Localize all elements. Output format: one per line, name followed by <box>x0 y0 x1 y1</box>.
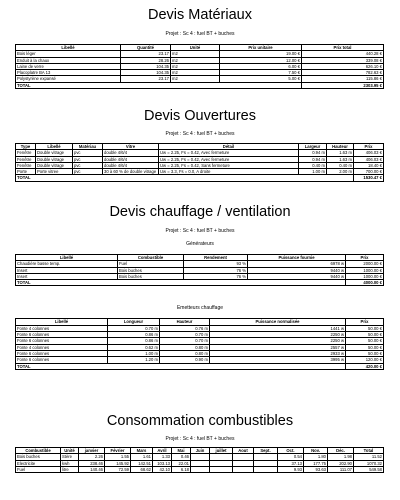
table-cell: 782.63 € <box>302 70 384 76</box>
table-cell: pvc <box>73 169 103 175</box>
col-header: Prix <box>346 319 384 325</box>
table-cell: 9440 w <box>248 267 346 273</box>
table-cell: 76 % <box>184 267 248 273</box>
project-subtitle: Projet : Sc 4 : fuel BT + buches <box>165 31 235 37</box>
table-cell: 0.46 <box>172 454 191 460</box>
table-cell: Fuel <box>16 466 61 472</box>
page-title-materiaux: Devis Matériaux <box>148 7 252 23</box>
col-header: Juin <box>191 448 210 454</box>
table-cell: Laine de verre <box>16 63 121 69</box>
table-cell: m2 <box>171 70 220 76</box>
table-cell: 140.46 <box>79 466 105 472</box>
col-header: Unité <box>171 45 220 51</box>
table-cell: 2.00 m <box>327 169 354 175</box>
table-cell: 0.40 m <box>299 162 327 168</box>
table-cell: 0.80 m <box>160 344 210 350</box>
project-subtitle: Projet : Sc 4 : fuel BT + buches <box>165 228 235 234</box>
page-title-consommation: Consommation combustibles <box>106 413 294 429</box>
generateurs-title: Générateurs <box>186 241 214 247</box>
table-cell: Bois buches <box>118 273 184 279</box>
table-cell: 406.03 € <box>354 150 384 156</box>
table-cell: 0.54 <box>278 454 304 460</box>
table-cell <box>191 466 210 472</box>
col-header: Combustible <box>118 255 184 261</box>
table-cell: Fonte 4 colonnes <box>16 344 108 350</box>
table-cell: 1.33 <box>153 454 172 460</box>
table-materiaux <box>15 44 384 89</box>
section-chauffage <box>0 203 400 370</box>
col-header: Prix unitaire <box>220 45 302 51</box>
table-cell: 1441 w <box>210 325 346 331</box>
table-cell: 406.03 € <box>354 156 384 162</box>
col-header: Oct. <box>278 448 304 454</box>
table-cell: 626.10 € <box>302 63 384 69</box>
table-cell: 1000.00 € <box>346 273 384 279</box>
total-row <box>16 363 384 369</box>
table-cell: m2 <box>171 63 220 69</box>
table-cell: Bois léger <box>16 51 121 57</box>
col-header: Hauteur <box>160 319 210 325</box>
table-cell: Uw = 3.3, Fs = 0.0, A droite <box>159 169 299 175</box>
section-consommation <box>0 412 400 473</box>
table-cell <box>233 466 254 472</box>
table-cell: 1.20 m <box>108 357 160 363</box>
table-cell: 93.63 <box>304 466 328 472</box>
col-header: Sept. <box>254 448 278 454</box>
total-row <box>16 82 384 88</box>
table-cell <box>254 466 278 472</box>
table-cell: 19.00 € <box>220 51 302 57</box>
total-row <box>16 280 384 286</box>
table-cell: Fonte 6 colonnes <box>16 350 108 356</box>
table-cell: Fuel <box>118 261 184 267</box>
table-cell: 0.86 m <box>108 338 160 344</box>
table-cell: 37.13 <box>278 460 304 466</box>
col-header: Largeur <box>299 144 327 150</box>
table-cell: Double vitrage <box>36 156 73 162</box>
table-cell: 0.70 m <box>108 325 160 331</box>
table-cell: Uw = 2.25, Fs = 0.42, Avec fermeture <box>159 150 299 156</box>
table-cell: 42.10 <box>153 466 172 472</box>
table-cell: 93 % <box>184 261 248 267</box>
col-header: Libellé <box>36 144 73 150</box>
table-cell: Enduit à la chaux <box>16 57 121 63</box>
project-subtitle: Projet : Sc 4 : fuel BT + buches <box>165 436 235 442</box>
col-header: Libellé <box>16 255 118 261</box>
table-cell: Chaudière basse temp. <box>16 261 118 267</box>
total-value: 1530.47 € <box>354 175 384 181</box>
table-cell: 142.51 <box>131 460 153 466</box>
table-cell: 440.28 € <box>302 51 384 57</box>
col-header: Rendement <box>184 255 248 261</box>
table-cell: 76 % <box>184 273 248 279</box>
table-cell: 1000.00 € <box>346 267 384 273</box>
table-cell: Polystyrène expansé <box>16 76 121 82</box>
table-cell: 18.40 € <box>354 162 384 168</box>
table-cell: 1.98 <box>328 454 354 460</box>
table-cell: Fonte 6 colonnes <box>16 357 108 363</box>
table-cell: 2933 w <box>210 350 346 356</box>
table-cell: 1.80 <box>304 454 328 460</box>
table-cell: double 4/6/4 <box>103 150 159 156</box>
emetteurs-title: Emetteurs chauffage <box>176 305 224 312</box>
section-ouvertures <box>0 107 400 182</box>
col-header: Prix <box>354 144 384 150</box>
col-header: Matériau <box>73 144 103 150</box>
total-value: 4000.00 € <box>346 280 384 286</box>
table-cell: Double vitrage <box>36 150 73 156</box>
table-cell: Fenêtre <box>16 156 36 162</box>
table-cell: 28.26 <box>121 57 171 63</box>
table-cell: 23.17 <box>121 51 171 57</box>
table-cell: Bois buches <box>16 454 61 460</box>
table-generateurs <box>15 254 384 286</box>
col-header: Quantité <box>121 45 171 51</box>
table-cell: 2250 w <box>210 332 346 338</box>
table-cell: Bois buches <box>118 267 184 273</box>
table-cell: kwh <box>61 460 79 466</box>
table-cell: Electricite <box>16 460 61 466</box>
table-cell: 2.26 <box>79 454 105 460</box>
table-cell: Fenêtre <box>16 150 36 156</box>
table-cell: 22.01 <box>172 460 191 466</box>
table-cell: 115.86 € <box>302 76 384 82</box>
table-cell: 339.08 € <box>302 57 384 63</box>
table-cell: m2 <box>171 57 220 63</box>
col-header: Libellé <box>16 45 121 51</box>
table-cell: 0.86 m <box>108 332 160 338</box>
table-cell: 1.63 m <box>327 150 354 156</box>
table-cell: 0.94 m <box>299 150 327 156</box>
table-ouvertures <box>15 143 384 182</box>
table-cell: 50.00 € <box>346 344 384 350</box>
table-cell: Placoplatre BA 13 <box>16 70 121 76</box>
table-cell: 0.62 m <box>108 344 160 350</box>
table-cell: litre <box>61 466 79 472</box>
table-cell: 2557 w <box>210 344 346 350</box>
table-cell: 120.00 € <box>346 357 384 363</box>
table-cell: Insert <box>16 273 118 279</box>
table-cell: Fonte 6 colonnes <box>16 332 108 338</box>
col-header: Prix total <box>302 45 384 51</box>
table-cell: 50.00 € <box>346 338 384 344</box>
table-cell: 111.07 <box>328 466 354 472</box>
section-materiaux <box>0 6 400 89</box>
table-consommation <box>15 447 384 473</box>
col-header: Total <box>354 448 384 454</box>
table-cell: 104.35 <box>121 63 171 69</box>
table-cell: 0.80 m <box>160 350 210 356</box>
table-cell: 0.76 m <box>160 325 210 331</box>
page-title-ouvertures: Devis Ouvertures <box>143 108 256 124</box>
table-cell: 2000.00 € <box>346 261 384 267</box>
total-row <box>16 175 384 181</box>
table-cell: 68.62 <box>131 466 153 472</box>
total-label: TOTAL <box>16 363 346 369</box>
col-header: Mai <box>172 448 191 454</box>
table-cell: 0.90 m <box>160 357 210 363</box>
table-emetteurs <box>15 318 384 369</box>
table-cell: 104.35 <box>121 70 171 76</box>
page-title-chauffage: Devis chauffage / ventilation <box>109 204 291 220</box>
col-header: janvier <box>79 448 105 454</box>
table-cell: 30 à 60 % de double vitrage <box>103 169 159 175</box>
col-header: Type <box>16 144 36 150</box>
table-cell: 0.70 m <box>160 338 210 344</box>
table-cell: 7.50 € <box>220 70 302 76</box>
table-cell: 2250 w <box>210 338 346 344</box>
col-header: Février <box>105 448 131 454</box>
table-cell: 11.52 <box>354 454 384 460</box>
table-cell <box>210 466 233 472</box>
table-cell: 9440 w <box>248 273 346 279</box>
col-header: Vitre <box>103 144 159 150</box>
table-cell: 12.00 € <box>220 57 302 63</box>
total-label: TOTAL <box>16 82 302 88</box>
col-header: Avril <box>153 448 172 454</box>
table-cell: 72.59 <box>105 466 131 472</box>
col-header: Nov. <box>304 448 328 454</box>
table-cell: 5.00 € <box>220 76 302 82</box>
table-cell: Insert <box>16 267 118 273</box>
table-cell: 1.61 <box>131 454 153 460</box>
total-label: TOTAL <box>16 175 354 181</box>
table-cell: m2 <box>171 51 220 57</box>
table-cell: Fonte 6 colonnes <box>16 338 108 344</box>
table-cell: 50.00 € <box>346 350 384 356</box>
table-cell: 9.93 <box>278 466 304 472</box>
col-header: Prix <box>346 255 384 261</box>
col-header: Puissance fournie <box>248 255 346 261</box>
col-header: Mars <box>131 448 153 454</box>
col-header: Unité <box>61 448 79 454</box>
table-cell: 50.00 € <box>346 332 384 338</box>
table-cell: 103.13 <box>153 460 172 466</box>
table-cell: Uw = 2.25, Fs = 0.42, Sans fermeture <box>159 162 299 168</box>
col-header: juillet <box>210 448 233 454</box>
table-cell: 0.40 m <box>327 162 354 168</box>
col-header: Déc. <box>328 448 354 454</box>
table-cell: double 4/6/4 <box>103 162 159 168</box>
table-cell: Porte vitree <box>36 169 73 175</box>
table-cell: 3995 w <box>210 357 346 363</box>
table-cell: 0.70 m <box>160 332 210 338</box>
table-cell: Porte <box>16 169 36 175</box>
col-header: Libellé <box>16 319 108 325</box>
col-header: Détail <box>159 144 299 150</box>
table-cell: m2 <box>171 76 220 82</box>
table-cell: 6978 w <box>248 261 346 267</box>
table-cell: Uw = 2.25, Fs = 0.42, Avec fermeture <box>159 156 299 162</box>
col-header: Combustible <box>16 448 61 454</box>
table-cell: 177.75 <box>304 460 328 466</box>
table-cell: Double vitrage <box>36 162 73 168</box>
total-value: 420.00 € <box>346 363 384 369</box>
table-cell: 238.46 <box>79 460 105 466</box>
total-label: TOTAL <box>16 280 346 286</box>
col-header: Hauteur <box>327 144 354 150</box>
table-cell: 549.58 <box>354 466 384 472</box>
table-cell: 6.00 € <box>220 63 302 69</box>
table-cell: 6.18 <box>172 466 191 472</box>
table-cell: 700.00 € <box>354 169 384 175</box>
table-cell: double 4/6/4 <box>103 156 159 162</box>
table-cell: Fonte 4 colonnes <box>16 325 108 331</box>
table-cell: pvc <box>73 162 103 168</box>
table-cell: 1.00 m <box>299 169 327 175</box>
table-cell: 23.17 <box>121 76 171 82</box>
col-header: Longueur <box>108 319 160 325</box>
table-cell: pvc <box>73 156 103 162</box>
project-subtitle: Projet : Sc 4 : fuel BT + buches <box>165 131 235 137</box>
col-header: Aout <box>233 448 254 454</box>
table-cell: 1.00 m <box>108 350 160 356</box>
table-cell: pvc <box>73 150 103 156</box>
table-cell: Fenêtre <box>16 162 36 168</box>
table-cell: 145.92 <box>105 460 131 466</box>
table-cell: 202.90 <box>328 460 354 466</box>
table-cell: 1.63 m <box>327 156 354 162</box>
table-cell: 0.94 m <box>299 156 327 162</box>
table-row <box>16 466 384 472</box>
col-header: Puissance normalisée <box>210 319 346 325</box>
table-cell: Stère <box>61 454 79 460</box>
table-cell: 50.00 € <box>346 325 384 331</box>
table-cell: 1070.32 <box>354 460 384 466</box>
table-cell: 1.55 <box>105 454 131 460</box>
total-value: 2303.95 € <box>302 82 384 88</box>
